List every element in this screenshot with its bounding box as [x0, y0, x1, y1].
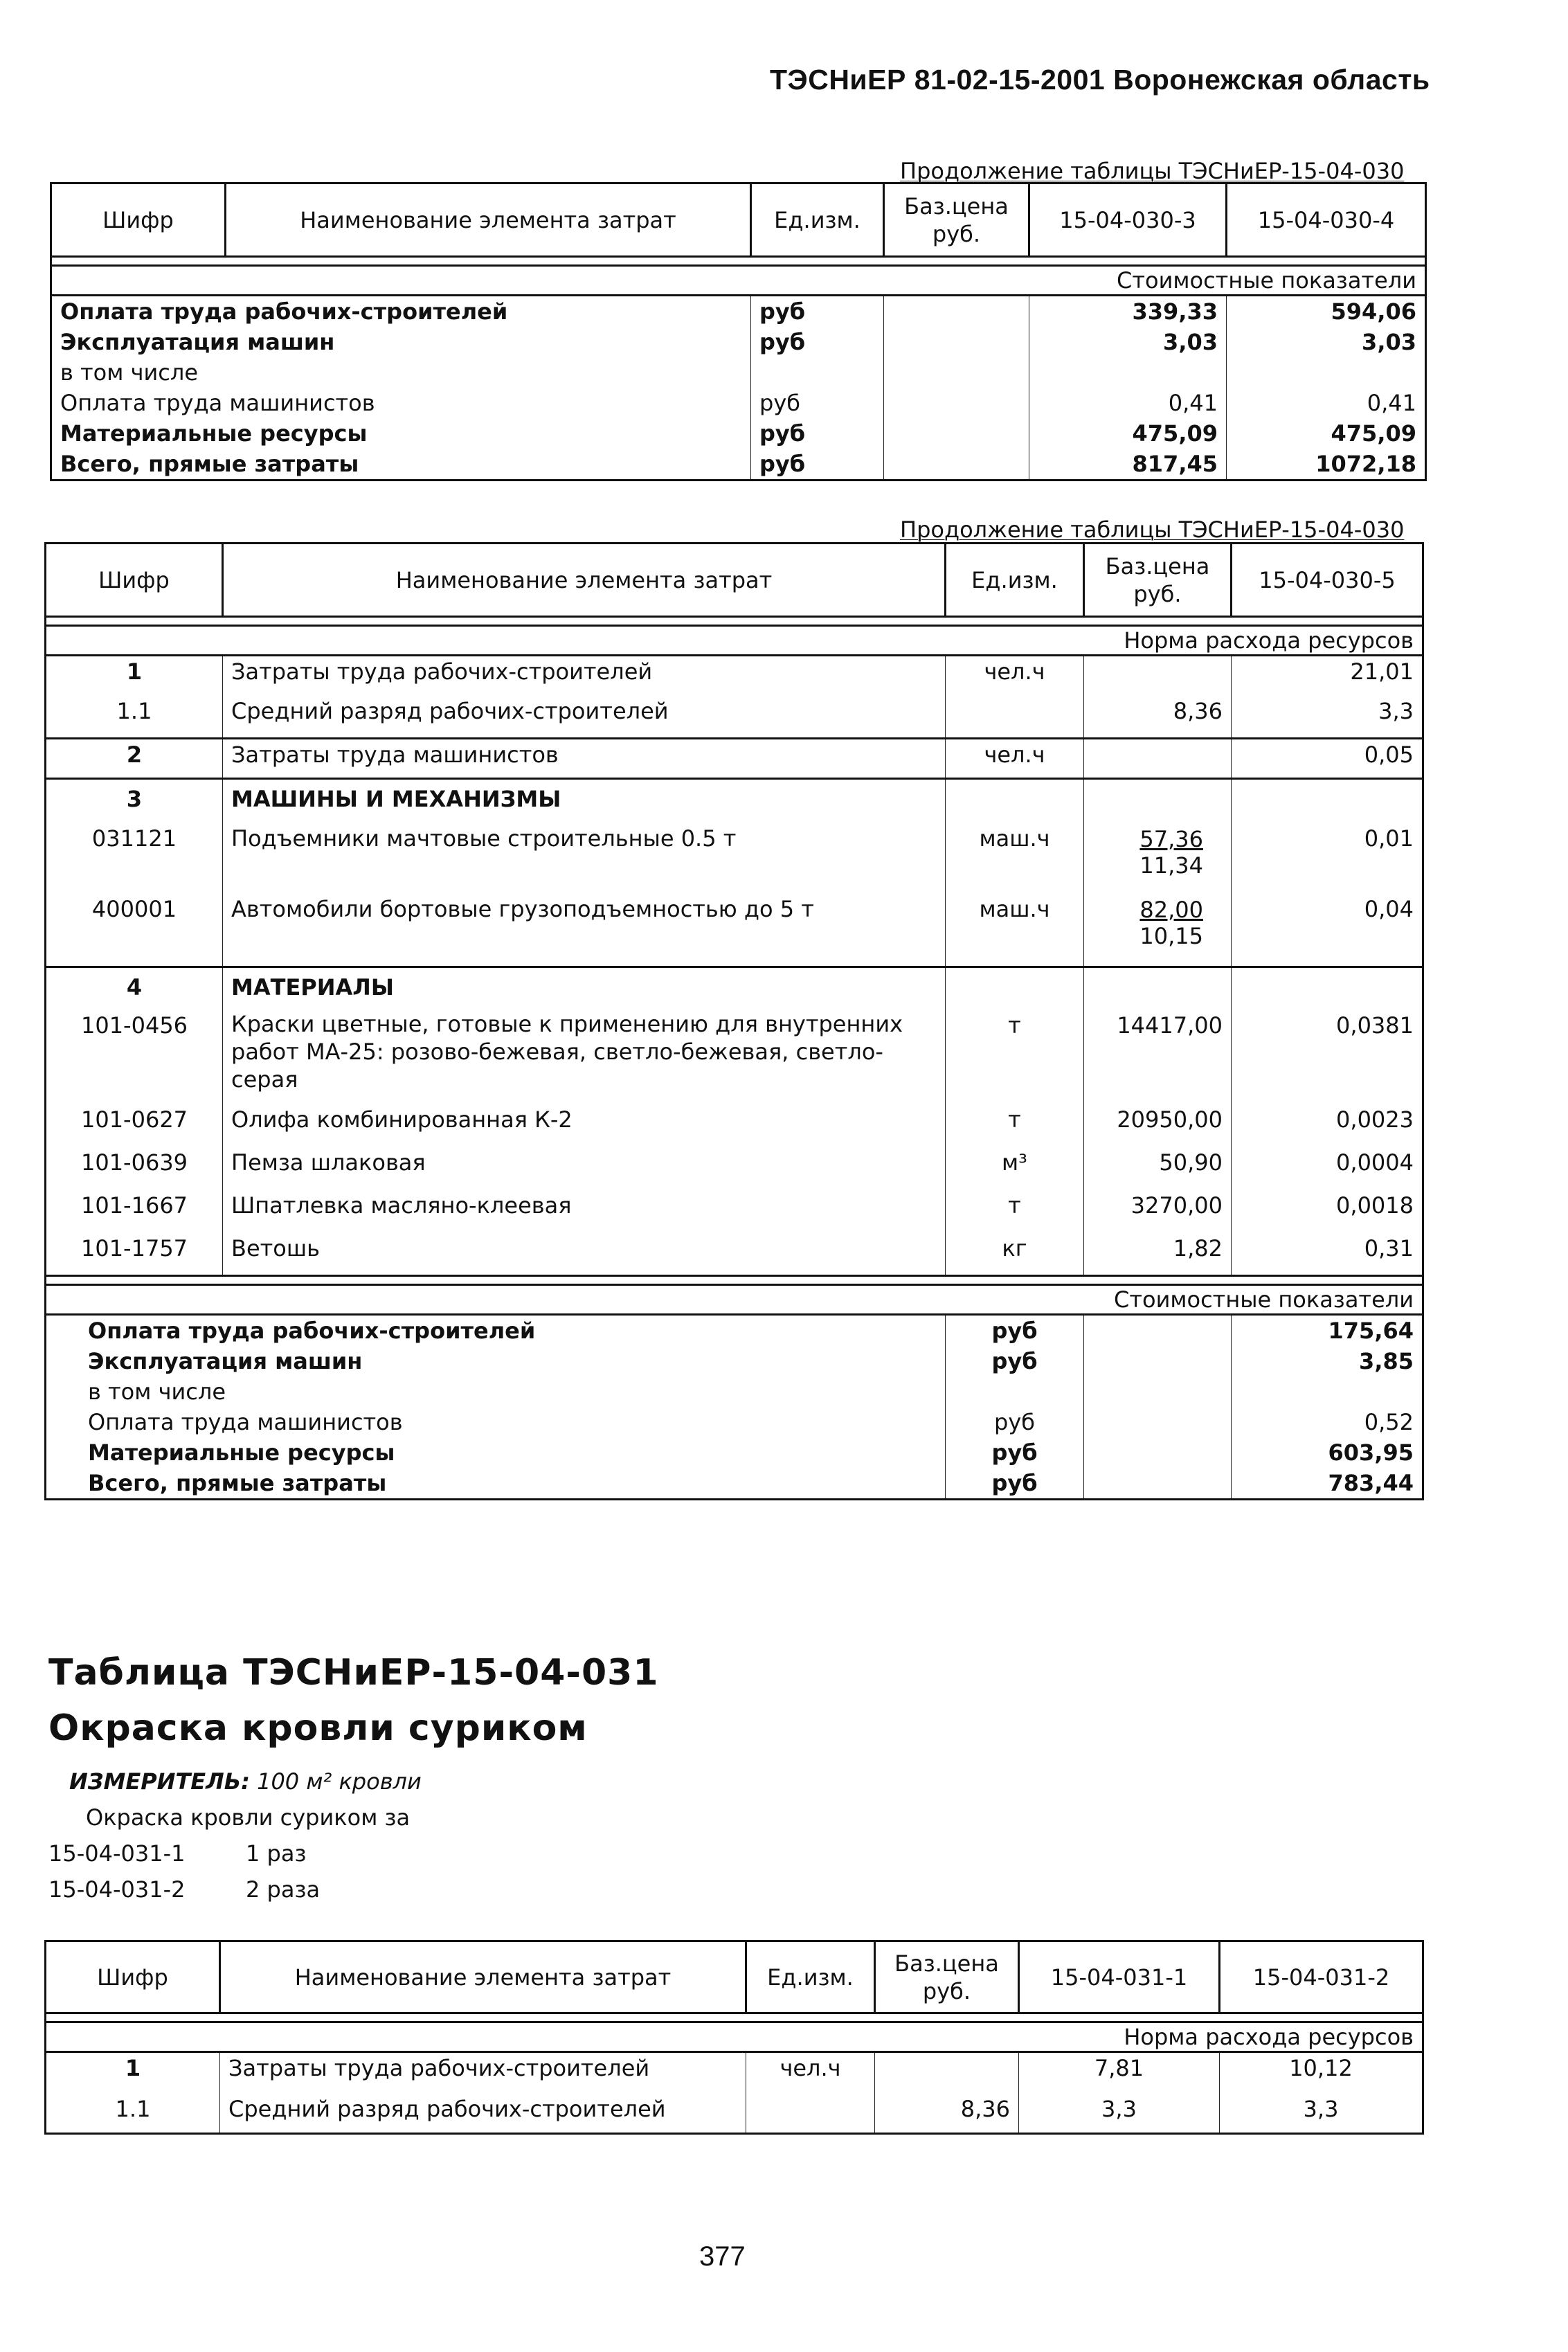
t2-header-code: Шифр: [46, 544, 223, 617]
table-row: Всего, прямые затраты руб 783,44: [46, 1468, 1423, 1500]
t3-header-col2: 15-04-031-2: [1220, 1941, 1423, 2013]
table-row: в том числе: [51, 357, 1426, 388]
t3-header-col1: 15-04-031-1: [1019, 1941, 1220, 2013]
t1-header-price: Баз.цена руб.: [884, 183, 1029, 257]
t1-header-unit: Ед.изм.: [751, 183, 884, 257]
t1-header-col2: 15-04-030-4: [1227, 183, 1426, 257]
measure-label: ИЗМЕРИТЕЛЬ:: [69, 1768, 250, 1795]
t1-header-name: Наименование элемента затрат: [226, 183, 751, 257]
t3-header-name: Наименование элемента затрат: [220, 1941, 746, 2013]
measure-line: [69, 1768, 422, 1795]
measure-value: 100 м² кровли: [257, 1768, 422, 1795]
measure-item-text: 1 раз: [246, 1840, 307, 1867]
t2-header-col1: 15-04-030-5: [1232, 544, 1423, 617]
table-row: 1.1 Средний разряд рабочих-строителей 8,36 3,3: [46, 696, 1423, 739]
table1-caption: Продолжение таблицы ТЭСНиЕР-15-04-030: [900, 158, 1405, 184]
t2-header-unit: Ед.изм.: [946, 544, 1084, 617]
table-title: Таблица ТЭСНиЕР-15-04-031: [48, 1652, 659, 1694]
t1-header-code: Шифр: [51, 183, 226, 257]
table-row: 400001 Автомобили бортовые грузоподъемностью до 5 т маш.ч 82,00 10,15 0,04: [46, 894, 1423, 967]
t1-header-col1: 15-04-030-3: [1029, 183, 1227, 257]
table1: [50, 182, 1427, 481]
table2: [44, 542, 1424, 1500]
t2-section-norm: Норма расхода ресурсов: [46, 626, 1423, 656]
table-row: Эксплуатация машин руб 3,85: [46, 1346, 1423, 1376]
table-row: 1 Затраты труда рабочих-строителей чел.ч 7,81 10,12: [46, 2052, 1423, 2094]
table-row: 2 Затраты труда машинистов чел.ч 0,05: [46, 739, 1423, 779]
table-row: 101-0639 Пемза шлаковая м³ 50,90 0,0004: [46, 1147, 1423, 1190]
t3-header-unit: Ед.изм.: [746, 1941, 875, 2013]
table-row: Эксплуатация машин руб 3,03 3,03: [51, 327, 1426, 357]
measure-item-code: 15-04-031-1: [48, 1840, 186, 1867]
table-row: 031121 Подъемники мачтовые строительные 0.5 т маш.ч 57,36 11,34 0,01: [46, 823, 1423, 894]
t3-header-code: Шифр: [46, 1941, 220, 2013]
t1-section-label: Стоимостные показатели: [51, 266, 1426, 296]
t2-section-cost: Стоимостные показатели: [46, 1285, 1423, 1315]
t2-header-price: Баз.цена руб.: [1084, 544, 1232, 617]
table-row: Материальные ресурсы руб 475,09 475,09: [51, 418, 1426, 449]
page-number: 377: [699, 2241, 746, 2272]
table-row: 3 МАШИНЫ И МЕХАНИЗМЫ: [46, 779, 1423, 823]
t3-header-price: Баз.цена руб.: [875, 1941, 1019, 2013]
measure-item-text: 2 раза: [246, 1876, 321, 1903]
t2-header-name: Наименование элемента затрат: [223, 544, 946, 617]
table2-caption: Продолжение таблицы ТЭСНиЕР-15-04-030: [900, 517, 1405, 543]
t3-section-norm: Норма расхода ресурсов: [46, 2022, 1423, 2052]
table-row: 101-0627 Олифа комбинированная К-2 т 20950,00 0,0023: [46, 1104, 1423, 1147]
measure-desc: Окраска кровли суриком за: [86, 1804, 411, 1831]
table-row: в том числе: [46, 1376, 1423, 1407]
table-row: 1.1 Средний разряд рабочих-строителей 8,36 3,3 3,3: [46, 2094, 1423, 2134]
table-row: Материальные ресурсы руб 603,95: [46, 1437, 1423, 1468]
table-row: Оплата труда машинистов руб 0,41 0,41: [51, 388, 1426, 418]
table-row: 4 МАТЕРИАЛЫ: [46, 967, 1423, 1007]
table-row: 101-1667 Шпатлевка масляно-клеевая т 3270,00 0,0018: [46, 1190, 1423, 1233]
measure-item-code: 15-04-031-2: [48, 1876, 186, 1903]
table3: [44, 1940, 1424, 2135]
page-header: ТЭСНиЕР 81-02-15-2001 Воронежская область: [770, 64, 1430, 96]
table-row: 101-1757 Ветошь кг 1,82 0,31: [46, 1233, 1423, 1276]
table-row: 1 Затраты труда рабочих-строителей чел.ч 21,01: [46, 656, 1423, 696]
work-title: Окраска кровли суриком: [48, 1707, 588, 1749]
table-row: Оплата труда рабочих-строителей руб 339,33 594,06: [51, 296, 1426, 327]
table-row: Оплата труда машинистов руб 0,52: [46, 1407, 1423, 1437]
table-row: 101-0456 Краски цветные, готовые к применению для внутренних работ МА-25: розово-бежевая, светло-бежевая, светло-серая т 14417,00 0,0381: [46, 1007, 1423, 1104]
table-row: Оплата труда рабочих-строителей руб 175,64: [46, 1315, 1423, 1347]
table-row: Всего, прямые затраты руб 817,45 1072,18: [51, 449, 1426, 481]
